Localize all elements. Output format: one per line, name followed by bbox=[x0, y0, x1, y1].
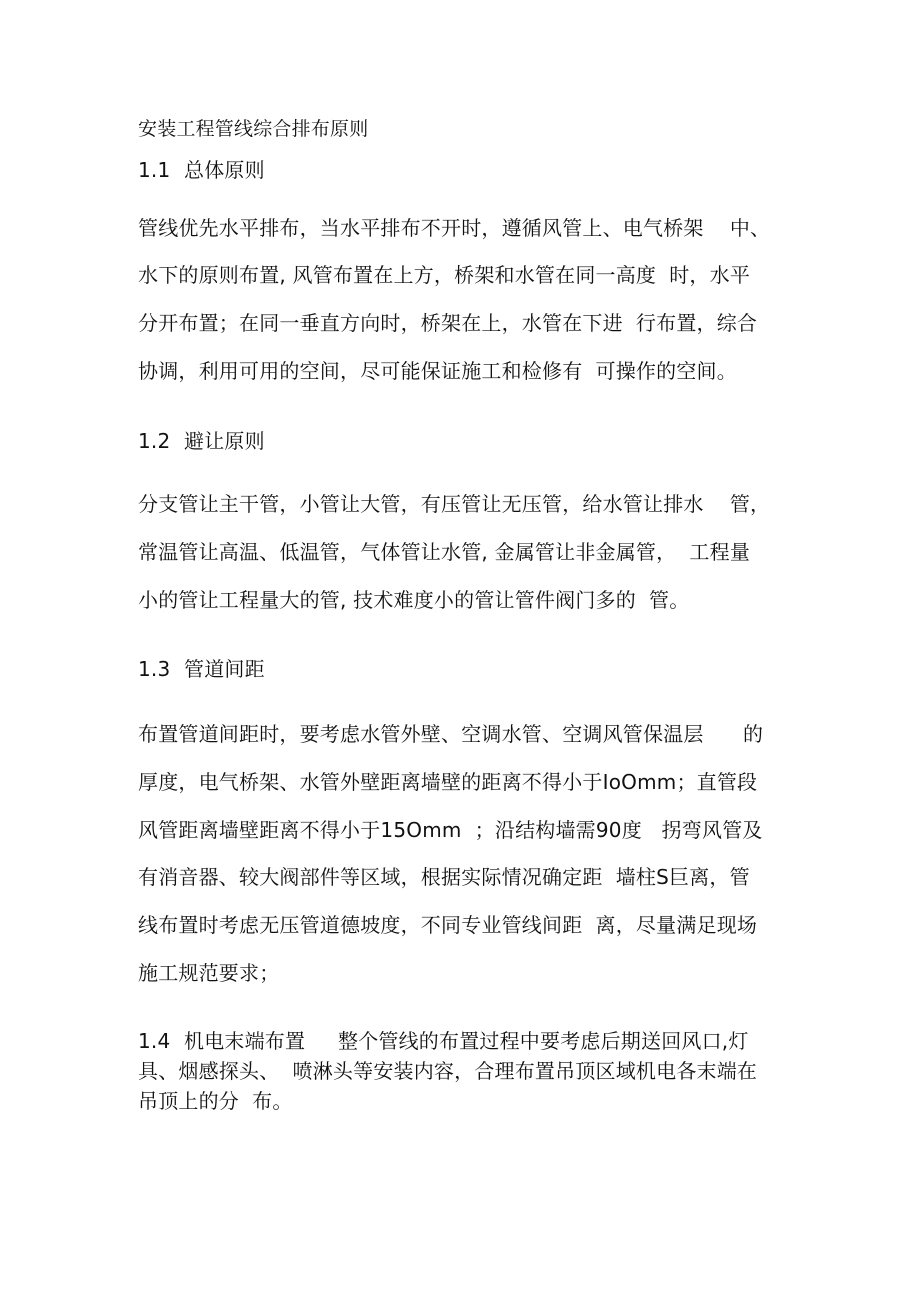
section-number: 1.1 bbox=[138, 158, 171, 182]
section-heading bbox=[138, 1028, 749, 1054]
section-heading-text: 总体原则 bbox=[184, 158, 265, 182]
paragraph-line: 吊顶上的分 布。 bbox=[138, 1089, 293, 1113]
paragraph-line: 施工规范要求； bbox=[138, 961, 280, 985]
paragraph-line: 厚度，电气桥架、水管外壁距离墙壁的距离不得小于IoOmm；直管段 bbox=[138, 770, 758, 794]
paragraph-line: 风管距离墙壁距离不得小于15Omm ；沿结构墙需90度 拐弯风管及 bbox=[138, 818, 763, 842]
section-number: 1.2 bbox=[138, 429, 171, 453]
document-title: 安装工程管线综合排布原则 bbox=[138, 118, 369, 140]
section-number: 1.3 bbox=[138, 657, 171, 681]
paragraph-line: 协调，利用可用的空间，尽可能保证施工和检修有 可操作的空间。 bbox=[138, 359, 737, 383]
paragraph-line: 小的管让工程量大的管, 技术难度小的管让管件阀门多的 管。 bbox=[138, 588, 690, 612]
paragraph-line: 线布置时考虑无压管道德坡度，不同专业管线间距 离，尽量满足现场 bbox=[138, 913, 758, 937]
section-heading-text: 管道间距 bbox=[184, 657, 265, 681]
paragraph-line: 分开布置；在同一垂直方向时，桥架在上，水管在下进 行布置，综合 bbox=[138, 311, 758, 335]
section-heading-text: 机电末端布置 bbox=[184, 1029, 306, 1053]
paragraph-line: 整个管线的布置过程中要考虑后期送回风口,灯 bbox=[305, 1029, 749, 1053]
paragraph-line: 布置管道间距时，要考虑水管外壁、空调水管、空调风管保温层 的 bbox=[138, 722, 764, 746]
paragraph-line: 管线优先水平排布，当水平排布不开时，遵循风管上、电气桥架 中、 bbox=[138, 216, 771, 240]
paragraph-line: 水下的原则布置, 风管布置在上方，桥架和水管在同一高度 时，水平 bbox=[138, 263, 751, 287]
paragraph-line: 常温管让高温、低温管，气体管让水管, 金属管让非金属管， 工程量 bbox=[138, 540, 751, 564]
section-heading-text: 避让原则 bbox=[184, 429, 265, 453]
paragraph-line: 分支管让主干管，小管让大管，有压管让无压管，给水管让排水 管， bbox=[138, 492, 771, 516]
section-heading bbox=[138, 157, 265, 183]
section-heading bbox=[138, 428, 265, 454]
section-heading bbox=[138, 656, 265, 682]
paragraph-line: 具、烟感探头、 喷淋头等安装内容，合理布置吊顶区域机电各末端在 bbox=[138, 1059, 758, 1083]
paragraph-line: 有消音器、较大阀部件等区域，根据实际情况确定距 墙柱S巨离，管 bbox=[138, 865, 750, 889]
section-number: 1.4 bbox=[138, 1029, 171, 1053]
